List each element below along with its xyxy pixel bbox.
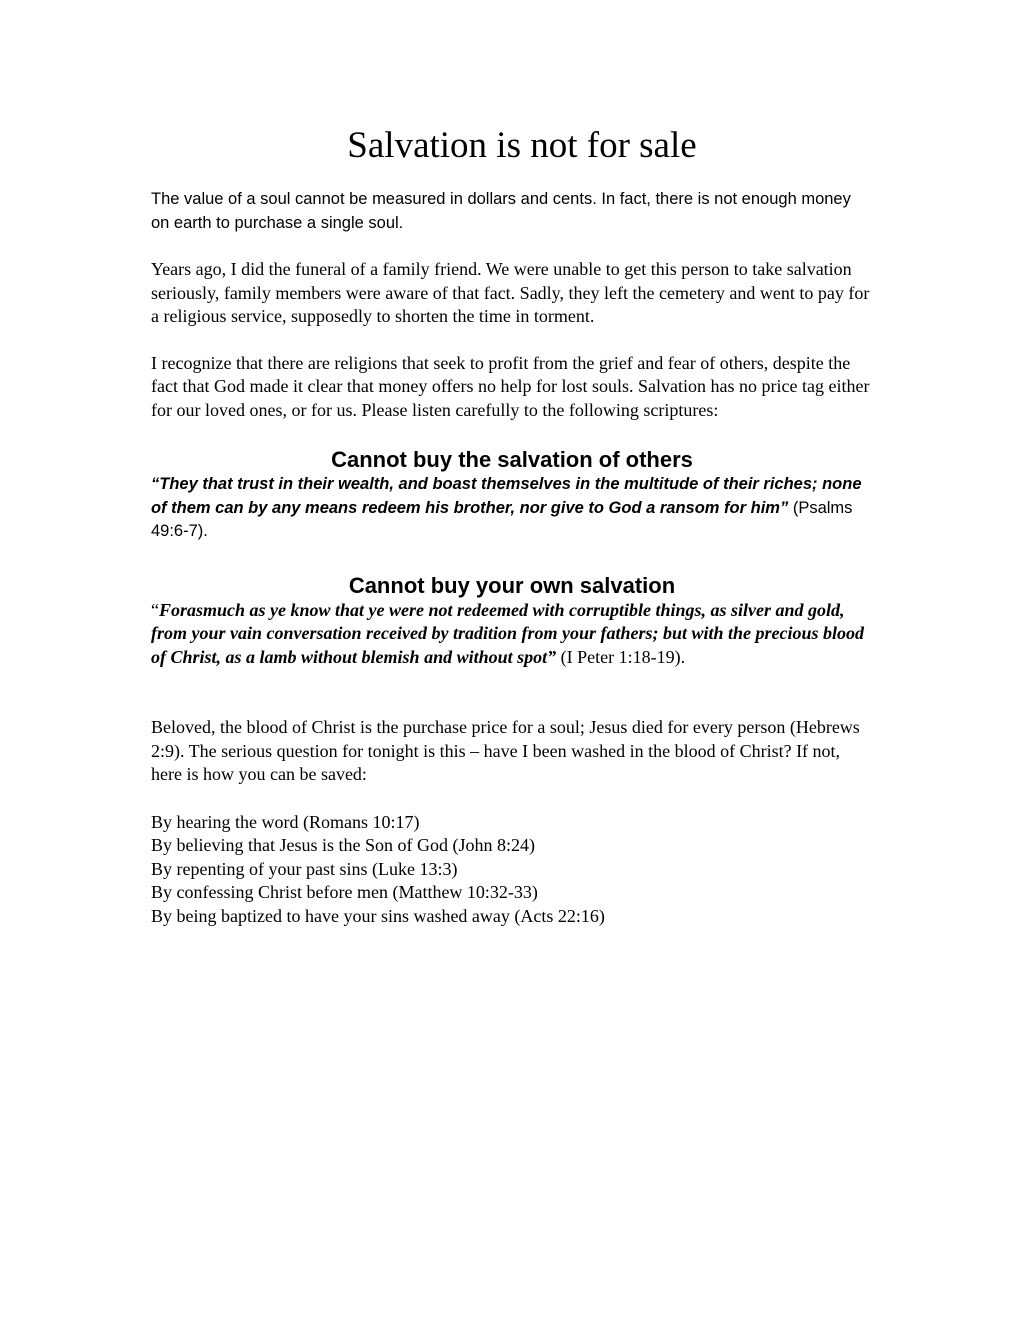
scripture-peter-reference: (I Peter 1:18-19). [556,646,686,667]
scripture-peter-open-quote: “ [151,599,159,620]
scripture-psalms-text: “They that trust in their wealth, and boast themselves in the multitude of their riches; none of them can by any means redeem his brother, nor give to God a ransom for him” [151,475,862,517]
scripture-peter-text: Forasmuch as ye know that ye were not redeemed with corruptible things, as silver and gold, from your vain conversation received by tradition from your fathers; but with the precious blood of Christ, as a lamb without blemish and without spot” [151,599,865,667]
paragraph-funeral: Years ago, I did the funeral of a family friend. We were unable to get this person to take salvation seriously, family members were aware of that fact. Sadly, they left the cemetery and went to pay for a religious service, supposedly to shorten the time in torment. [151,259,870,326]
list-item: By being baptized to have your sins washed away (Acts 22:16) [151,905,605,926]
list-item: By confessing Christ before men (Matthew 10:32-33) [151,882,538,902]
salvation-steps-list [151,811,873,929]
list-item: By believing that Jesus is the Son of God (John 8:24) [151,835,535,855]
scripture-psalms-reference: (Psalms 49:6-7). [151,498,853,540]
page-title: Salvation is not for sale [347,125,697,166]
scripture-psalms [151,473,873,544]
list-item: By hearing the word (Romans 10:17) [151,811,420,832]
list-item: By repenting of your past sins (Luke 13:3) [151,858,458,879]
paragraph-closing: Beloved, the blood of Christ is the purchase price for a soul; Jesus died for every person (Hebrews 2:9). The serious question for tonight is this – have I been washed in the blood of Christ? If not, here is how you can be saved: [151,717,860,784]
section-heading-own: Cannot buy your own salvation [348,572,676,598]
paragraph-religions: I recognize that there are religions that seek to profit from the grief and fear of others, despite the fact that God made it clear that money offers no help for lost souls. Salvation has no price tag either for our loved ones, or for us. Please listen carefully to the following scriptures: [151,352,870,420]
paragraph-intro: The value of a soul cannot be measured in dollars and cents. In fact, there is not enough money on earth to purchase a single soul. [151,190,851,232]
document-page [151,120,873,944]
scripture-peter [151,599,873,670]
section-heading-others: Cannot buy the salvation of others [331,447,693,472]
